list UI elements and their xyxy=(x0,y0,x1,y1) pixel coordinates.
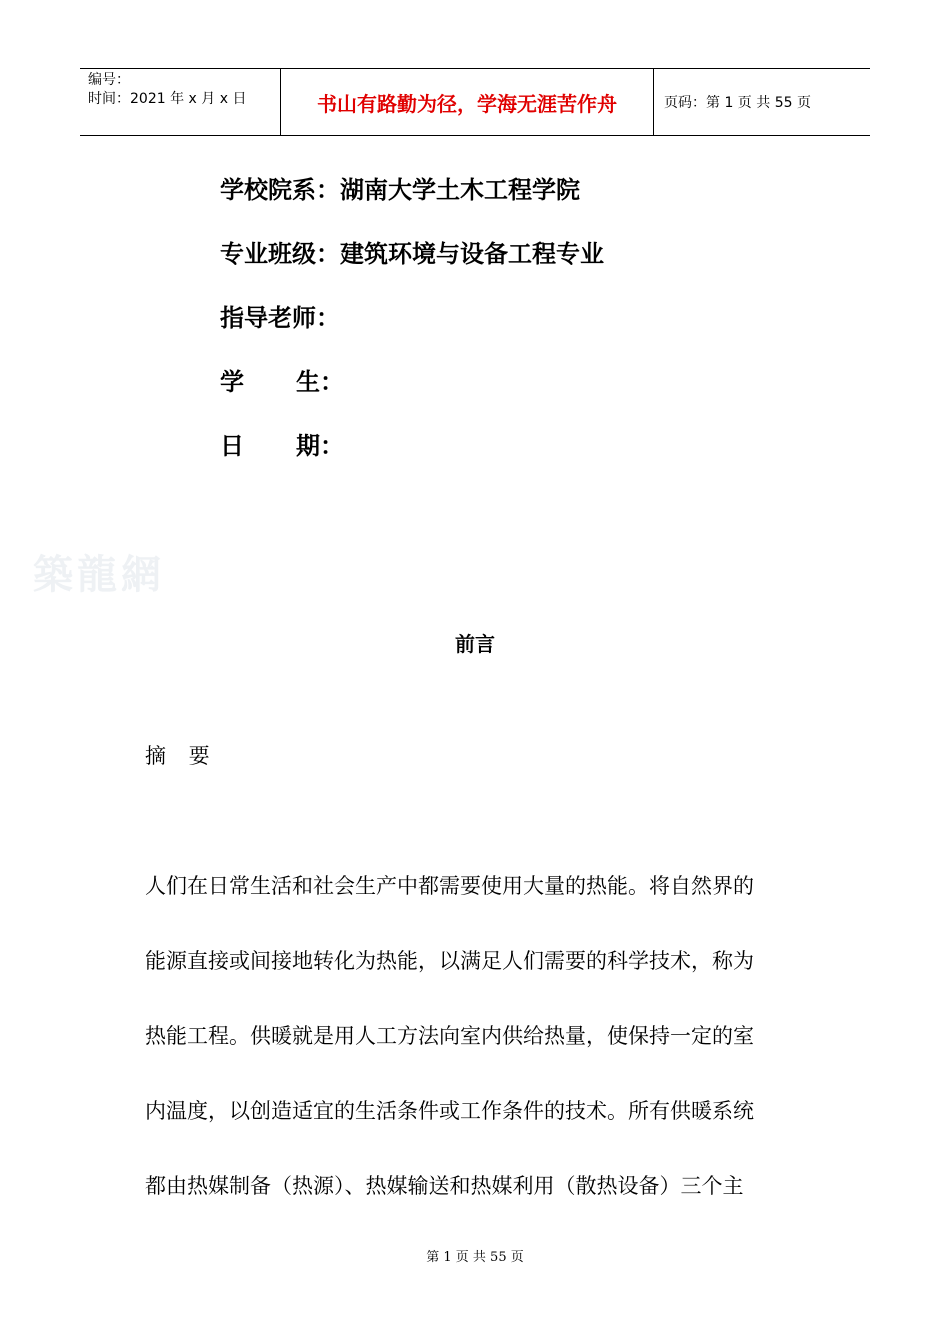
header-page-code: 页码：第 1 页 共 55 页 xyxy=(664,95,811,111)
body-line: 都由热媒制备（热源）、热媒输送和热媒利用（散热设备）三个主 xyxy=(145,1174,744,1198)
abstract-body xyxy=(145,849,810,1224)
advisor-line: 指导老师： xyxy=(220,304,340,332)
header-motto: 书山有路勤为径，学海无涯苦作舟 xyxy=(281,69,654,135)
school-department-line: 学校院系：湖南大学土木工程学院 xyxy=(220,176,580,204)
student-label-first: 学 xyxy=(220,368,244,396)
student-line xyxy=(220,362,344,397)
watermark-logo: 築龍網 xyxy=(33,551,165,598)
abstract-label: 摘 要 xyxy=(145,744,218,768)
document-header xyxy=(80,68,870,136)
preface-title: 前言 xyxy=(455,632,495,656)
date-label: 时间：2021 年 x 月 x 日 xyxy=(88,91,247,107)
date-label-second: 期： xyxy=(296,432,344,460)
page-footer: 第 1 页 共 55 页 xyxy=(426,1250,524,1265)
body-line: 热能工程。供暖就是用人工方法向室内供给热量，使保持一定的室 xyxy=(145,1024,754,1048)
body-line: 人们在日常生活和社会生产中都需要使用大量的热能。将自然界的 xyxy=(145,874,754,898)
date-line xyxy=(220,426,344,461)
header-meta-cell xyxy=(80,69,281,135)
student-label-second: 生： xyxy=(296,368,344,396)
serial-number-label: 编号： xyxy=(88,72,130,88)
date-label-first: 日 xyxy=(220,432,244,460)
major-class-line: 专业班级：建筑环境与设备工程专业 xyxy=(220,240,604,268)
body-line: 内温度，以创造适宜的生活条件或工作条件的技术。所有供暖系统 xyxy=(145,1099,754,1123)
body-line: 能源直接或间接地转化为热能，以满足人们需要的科学技术，称为 xyxy=(145,949,754,973)
